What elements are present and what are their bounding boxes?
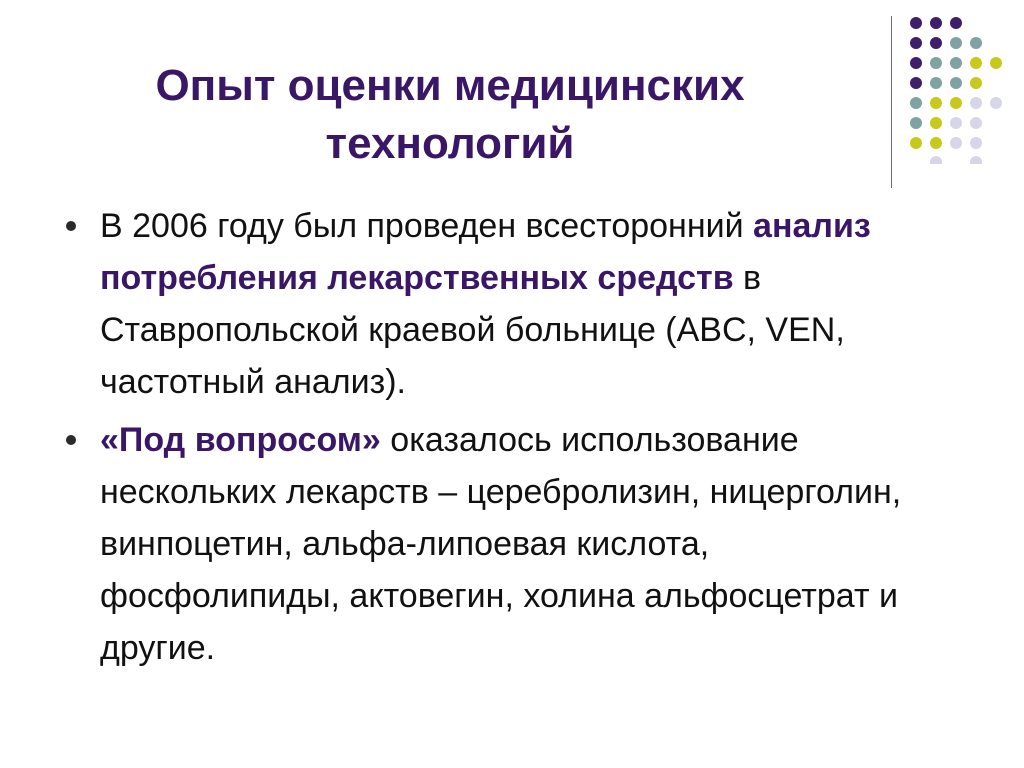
- slide-title-line-1: Опыт оценки медицинских: [155, 61, 745, 111]
- slide-title-line-2: технологий: [325, 119, 575, 169]
- bullet-item: [56, 414, 956, 674]
- bullet-dot-icon: [66, 221, 76, 231]
- bullet-text: [100, 200, 956, 408]
- bullet-text-suffix: оказалось использование нескольких лекарств – церебролизин, ницерголин, винпоцетин, альфа-липоевая кислота, фосфолипиды, актовегин, холина альфосцетрат и другие.: [100, 421, 902, 667]
- slide-body: [56, 200, 956, 680]
- vertical-divider: [891, 16, 892, 188]
- slide-title: [60, 57, 840, 173]
- bullet-text-prefix: В 2006 году был проведен всесторонний: [100, 207, 754, 245]
- bullet-highlight: анализ потребления лекарственных средств: [100, 207, 871, 297]
- bullet-text-suffix: в Ставропольской краевой больнице (ABC, VEN, частотный анализ).: [100, 259, 845, 401]
- decorative-dot-grid-icon: [906, 14, 1006, 164]
- bullet-dot-icon: [66, 435, 76, 445]
- bullet-text: [100, 414, 956, 674]
- bullet-highlight: «Под вопросом»: [100, 421, 381, 459]
- bullet-item: [56, 200, 956, 408]
